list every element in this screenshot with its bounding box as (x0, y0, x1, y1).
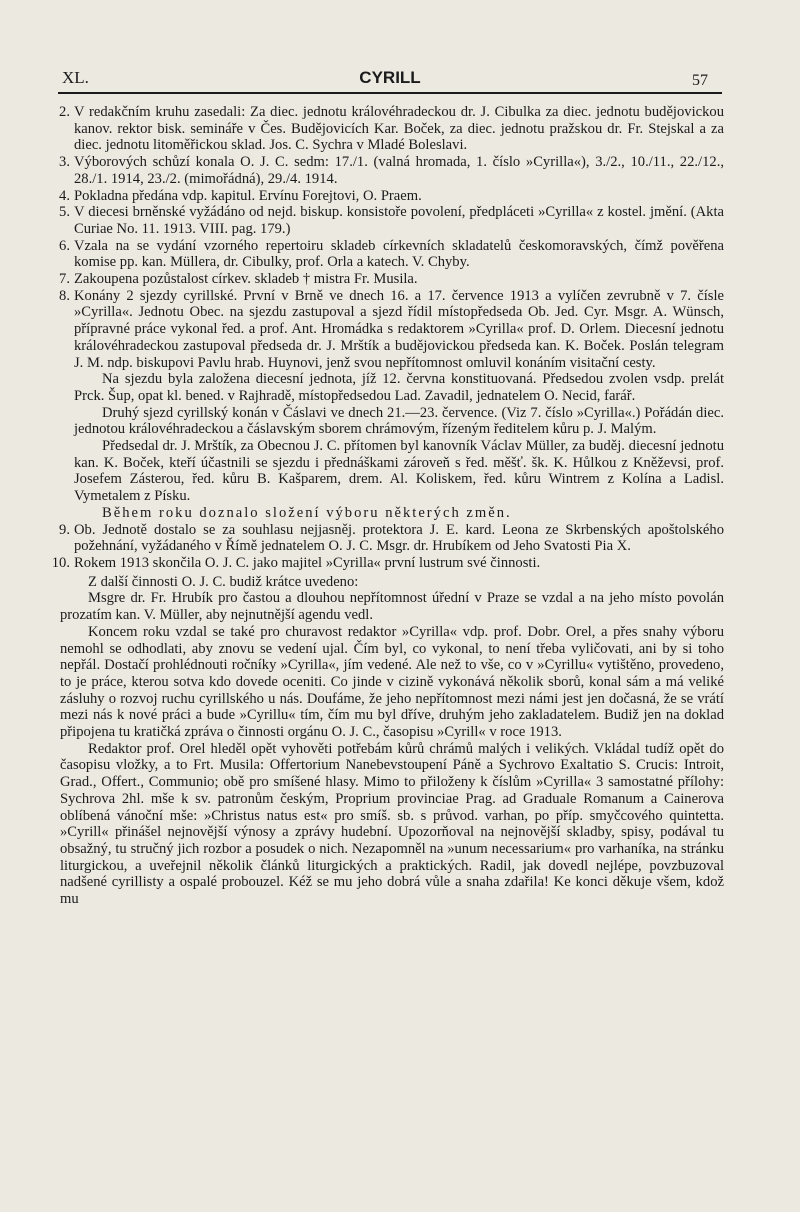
list-item-8 (60, 288, 724, 372)
paragraph: Předsedal dr. J. Mrštík, za Obecnou J. C. přítomen byl kanovník Václav Müller, za buděj. diecesní jednotu kan. K. Boček, kteří účastnili se sjezdu i přednáškami zároveň s řed. měšť. šk. K. Hůlkou z Kněževsi, prof. Josefem Zásterou, řed. kůru B. Kašparem, drem. Al. Koliskem, řed. kůru Wintrem z Kolína a Ladisl. Vymetalem z Písku. (74, 438, 724, 505)
list-item-text: Výborových schůzí konala O. J. C. sedm: 17./1. (valná hromada, 1. číslo »Cyrilla«), 3./2., 10./11., 22./12., 28./1. 1914, 23./2. (mimořádná), 29./4. 1914. (74, 154, 724, 187)
list-item-text: Pokladna předána vdp. kapitul. Ervínu Forejtovi, O. Praem. (74, 187, 422, 204)
paragraph: Druhý sjezd cyrillský konán v Čáslavi ve dnech 21.—23. července. (Viz 7. číslo »Cyrilla«.) Pořádán diec. jednotou královéhradeckou a čáslavským sborem chrámovým, řízeným ředitelem kůru p. J. Malým. (74, 404, 724, 438)
list-item-7 (60, 271, 724, 288)
list-item-2 (60, 104, 724, 154)
list-item-3 (60, 154, 724, 187)
list-item-text: Rokem 1913 skončila O. J. C. jako majitel »Cyrilla« první lustrum své činnosti. (74, 554, 541, 571)
list-number: 6. (59, 237, 70, 254)
list-item-text: V diecesi brněnské vyžádáno od nejd. biskup. konsistoře povolení, předpláceti »Cyrilla« z kostel. jmění. (Akta Curiae No. 11. 1913. VIII. pag. 179.) (74, 204, 724, 237)
article-body (51, 104, 724, 908)
list-item-text: Vzala na se vydání vzorného repertoiru skladeb církevních skladatelů českomoravských, čímž pověřena komise pp. kan. Müllera, dr. Cibulky, prof. Orla a katech. V. Chyby. (74, 237, 724, 271)
page-number: 57 (692, 72, 708, 89)
list-item-10 (51, 554, 724, 572)
list-item-text: Konány 2 sjezdy cyrillské. První v Brně ve dnech 16. a 17. července 1913 a vylíčen zevrubně v 7. čísle »Cyrilla«. Jednotu Obec. na sjezdu zastupoval a sjezd řídil místopředseda Ob. Jed. Cyr. Msgr. A. Wünsch, přípravné práce vykonal řed. a prof. Ant. Hromádka s redaktorem »Cyrilla« prof. D. Orlem. Diecesní jednotu královéhradeckou zastupoval předseda dr. J. Mrštík a budějovickou předseda kan. K. Boček. Poslán telegram J. M. ndp. biskupovi Pavlu hrab. Huynovi, jenž svou nepřítomnost omluvil konáním visitační cesty. (74, 287, 724, 371)
list-item-text: V redakčním kruhu zasedali: Za diec. jednotu královéhradeckou dr. J. Cibulka za diec. jednotu budějovickou kanov. rektor bisk. semináře v Čes. Budějovicích Kar. Boček, za diec. jednotu pražskou dr. Fr. Stejskal a za diec. jednotu litoměřickou sklad. Jos. C. Sychra v Mladé Boleslavi. (74, 104, 724, 154)
paragraph: Na sjezdu byla založena diecesní jednota, jíž 12. června konstituovaná. Předsedou zvolen vsdp. prelát Prck. Šup, opat kl. bened. v Rajhradě, místopředsedou Lad. Zavadil, jednatelem O. Necid, farář. (74, 371, 724, 404)
list-number: 2. (59, 104, 70, 120)
paragraph: Redaktor prof. Orel hleděl opět vyhověti potřebám kůrů chrámů malých i velikých. Vkládal tudíž opět do časopisu vložky, a to Frt. Musila: Offertorium Nanebevstoupení Páně a Sychrovo Exaltatio S. Crucis: Introit, Grad., Offert., Communio; obě pro smíšené hlasy. Mimo to přiloženy k číslům »Cyrilla« 3 samostatné přílohy: Sychrova 2hl. mše k sv. patronům českým, Proprium provinciae Prag. ad Graduale Romanum a Cainerova oblíbená vánoční mše: »Christus natus est« pro smíš. sb. s průvod. varhan, po příp. smyčcového quintetta. »Cyrill« přinášel nejnovější výnosy a zprávy hudební. Upozorňoval na nejnovější skladby, spisy, podával tu obsažný, tu stručný jich rozbor a posudek o nich. Nezapomněl na »unum necessarium« pro varhaníka, na stránku liturgickou, a uveřejnil několik článků liturgických a praktických. Radil, jak dovedl nejlépe, povzbuzoval nadšené cyrillisty a ospalé probouzel. Kéž se mu jeho dobrá vůle a snaha zdařila! Ke konci děkuje všem, kdož mu (60, 740, 724, 908)
list-number: 8. (59, 287, 70, 304)
list-number: 7. (59, 271, 70, 288)
section-intro: Z další činnosti O. J. C. budiž krátce uvedeno: (88, 573, 359, 590)
list-item-text: Zakoupena pozůstalost církev. skladeb † mistra Fr. Musila. (74, 271, 418, 288)
list-number: 4. (59, 187, 70, 204)
list-item-9 (60, 522, 724, 555)
numbered-list (51, 104, 724, 572)
page-header (58, 66, 722, 94)
list-item-8-continuation (60, 371, 724, 521)
list-number: 10. (51, 554, 70, 571)
list-item-5 (60, 204, 724, 237)
list-item-text: Ob. Jednotě dostalo se za souhlasu nejjasněj. protektora J. E. kard. Leona ze Skrbenských apoštolského požehnání, vyžádaného v Římě jednatelem O. J. C. Msgr. dr. Hrubíkem od Jeho Svatosti Pia X. (74, 521, 724, 555)
paragraph: Koncem roku vzdal se také pro churavost redaktor »Cyrilla« vdp. prof. Dobr. Orel, a přes snahy výboru nemohl se odhodlati, aby znovu se vedení ujal. Čím byl, co vykonal, to není třeba vyličovati, ani by si toho nepřál. Dostačí prohlédnouti ročníky »Cyrilla«, jím vedené. Ale než to vše, co v »Cyrillu« vytištěno, provedeno, to je práce, kterou sotva kdo dovede oceniti. Co jinde v cizině vykonává několik sborů, konal sám a má veliké zásluhy o rozvoj ruchu cyrillského u nás. Doufáme, že jeho nepřítomnost mezi námi jest jen dočasná, že se vrátí mezi nás k nové práci a bude »Cyrillu« tím, čím mu byl dříve, druhým jeho zakladatelem. Budiž jen na doklad připojena tu kratičká zpráva o činnosti orgánu O. J. C., časopisu »Cyrill« v roce 1913. (60, 623, 724, 741)
list-item-4 (60, 188, 724, 205)
list-number: 9. (59, 521, 70, 538)
journal-title: CYRILL (359, 68, 421, 87)
volume-number: XL. (62, 68, 89, 87)
paragraph: Během roku doznalo složení výboru některých změn. (102, 504, 512, 521)
list-item-6 (60, 238, 724, 271)
list-number: 3. (59, 154, 70, 171)
paragraph: Msgre dr. Fr. Hrubík pro častou a dlouhou nepřítomnost úřední v Praze se vzdal a na jeho místo povolán prozatím kan. V. Müller, aby nejnutnější agendu vedl. (60, 590, 724, 624)
list-number: 5. (59, 204, 70, 221)
